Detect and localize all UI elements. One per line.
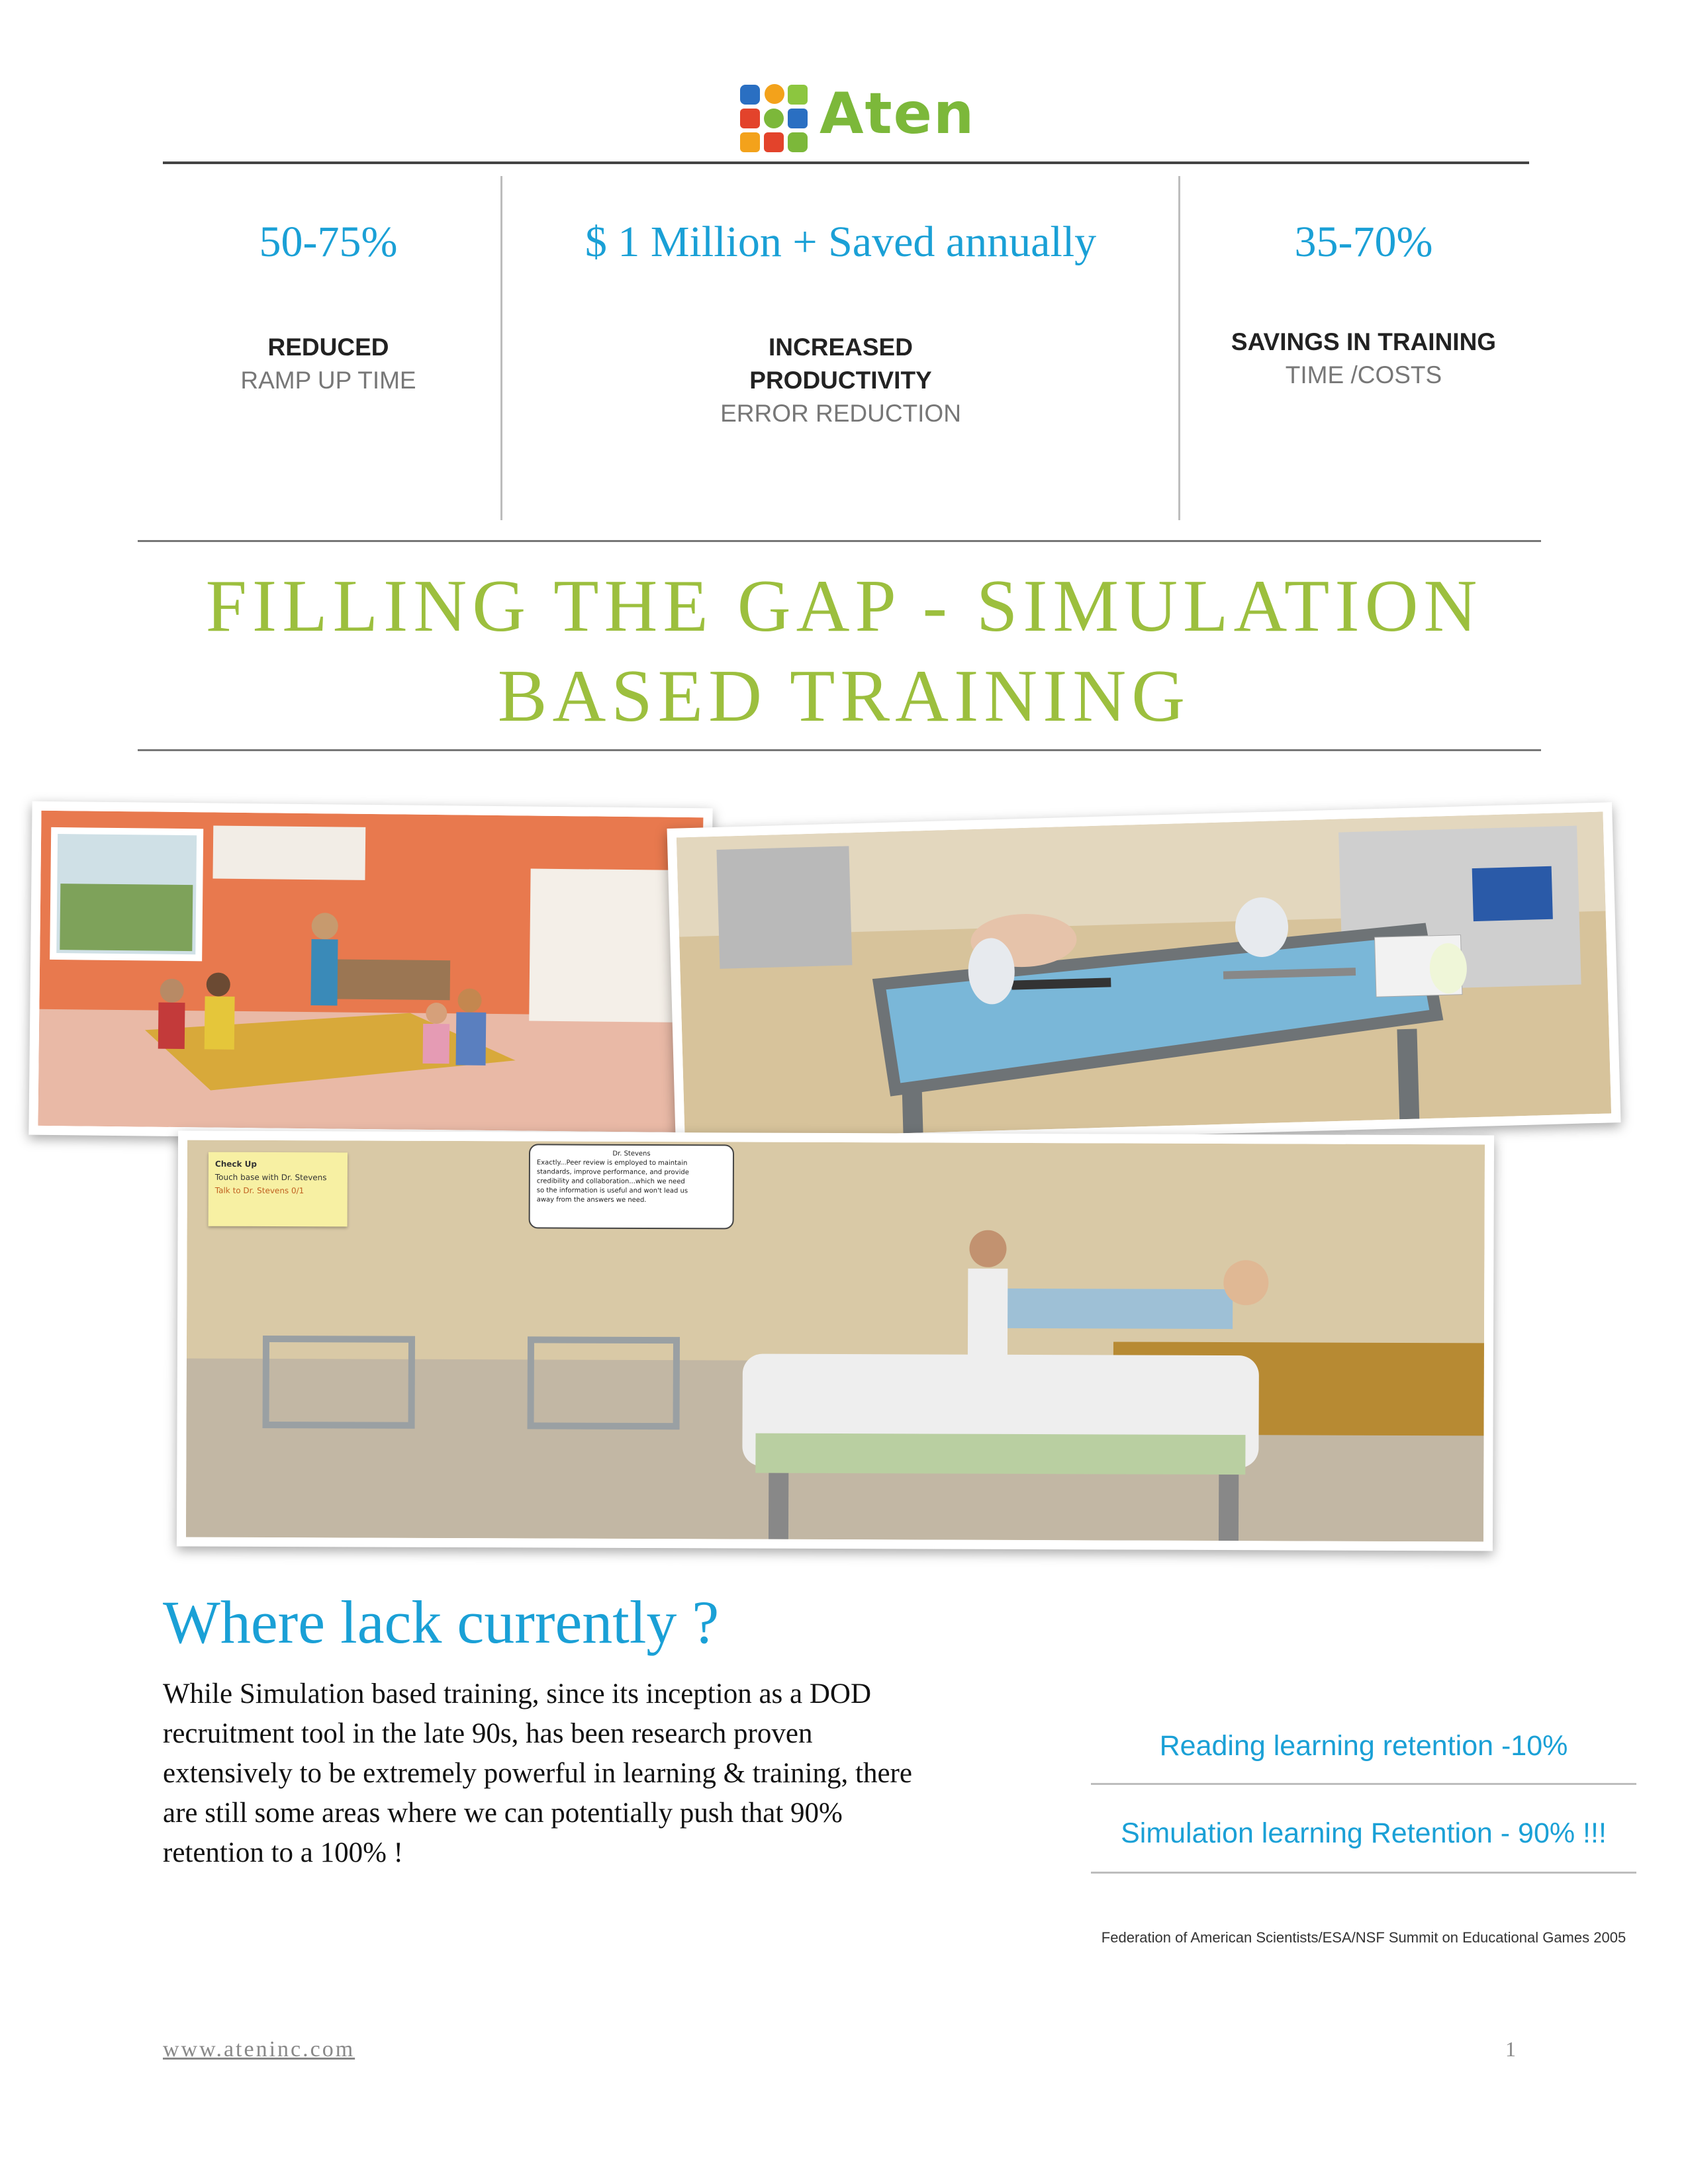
paragraph-line: are still some areas where we can potentially push that 90%: [163, 1797, 843, 1829]
dialog-line: standards, improve performance, and provide: [536, 1168, 689, 1177]
dialog-bubble: [529, 1144, 734, 1229]
retention-divider-2: [1091, 1872, 1636, 1874]
paragraph-line: While Simulation based training, since its inception as a DOD: [163, 1678, 872, 1709]
stat-value-savings: $ 1 Million + Saved annually: [585, 218, 1097, 266]
stat-value-training: 35-70%: [1294, 218, 1433, 266]
dialog-speaker: Dr. Stevens: [612, 1150, 651, 1158]
stat-label-training: [1192, 326, 1536, 392]
title-bottom-divider: [138, 749, 1541, 751]
stat-label-ramp-up: [163, 331, 494, 397]
reading-retention: Reading learning retention -10%: [1159, 1730, 1568, 1762]
dialog-line: away from the answers we need.: [536, 1196, 647, 1205]
stat-value-ramp-up: 50-75%: [259, 218, 398, 266]
stats-divider-1: [500, 176, 502, 520]
paragraph-line: extensively to be extremely powerful in learning & training, there: [163, 1758, 912, 1789]
simulation-retention: Simulation learning Retention - 90% !!!: [1121, 1817, 1607, 1849]
stat-label-bold: SAVINGS IN TRAINING: [1231, 328, 1497, 355]
logo-mark-icon: [735, 78, 814, 158]
paragraph-line: recruitment tool in the late 90s, has been research proven: [163, 1718, 813, 1749]
page-number: 1: [1505, 2037, 1516, 2061]
note-line: Touch base with Dr. Stevens: [214, 1172, 327, 1183]
dialog-line: credibility and collaboration...which we need: [536, 1177, 685, 1186]
lab-screenshot: [667, 802, 1621, 1149]
hospital-screenshot: [177, 1131, 1494, 1551]
stat-label-bold: INCREASED: [769, 334, 913, 361]
stat-label-text: TIME /COSTS: [1285, 361, 1442, 388]
section-paragraph: [163, 1674, 1050, 1873]
stats-divider-2: [1178, 176, 1180, 520]
header-divider: [163, 161, 1529, 164]
retention-divider-1: [1091, 1783, 1636, 1785]
title-top-divider: [138, 540, 1541, 542]
paragraph-line: retention to a 100% !: [163, 1837, 404, 1868]
footer-url-link[interactable]: www.ateninc.com: [163, 2037, 355, 2062]
dialog-line: so the information is useful and won't lead us: [536, 1187, 688, 1195]
stat-label-bold: PRODUCTIVITY: [749, 367, 932, 394]
page-title-line1: FILLING THE GAP - SIMULATION: [205, 565, 1483, 647]
check-up-note: [209, 1152, 348, 1227]
classroom-screenshot: [28, 801, 712, 1142]
dialog-line: Exactly...Peer review is employed to maintain: [536, 1159, 688, 1167]
section-heading: Where lack currently ?: [163, 1588, 720, 1656]
stat-label-productivity: [510, 331, 1172, 430]
stat-label-text: ERROR REDUCTION: [720, 400, 961, 427]
page-title-line2: BASED TRAINING: [497, 655, 1191, 737]
citation: Federation of American Scientists/ESA/NSF Summit on Educational Games 2005: [1101, 1929, 1626, 1946]
logo-wordmark: Aten: [820, 81, 976, 147]
page-title: [132, 561, 1556, 741]
note-title: Check Up: [214, 1159, 258, 1169]
stat-label-bold: REDUCED: [267, 334, 389, 361]
stat-label-text: RAMP UP TIME: [240, 367, 416, 394]
aten-logo: [735, 78, 976, 158]
note-line: Talk to Dr. Stevens 0/1: [214, 1185, 305, 1196]
